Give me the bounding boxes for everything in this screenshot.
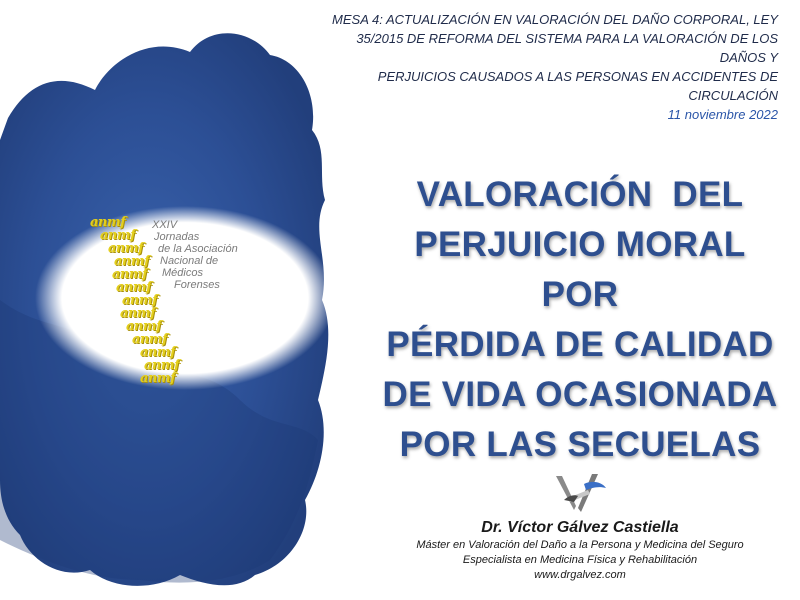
association-line: Forenses bbox=[174, 279, 220, 291]
association-caption bbox=[152, 219, 238, 291]
presentation-title bbox=[380, 170, 780, 470]
ribbon-word: anmf bbox=[108, 241, 144, 256]
ribbon-word: anmf bbox=[140, 371, 176, 386]
session-header bbox=[308, 10, 778, 124]
title-line: POR LAS SECUELAS bbox=[399, 425, 761, 464]
header-line: MESA 4: ACTUALIZACIÓN EN VALORACIÓN DEL DAÑO CORPORAL, LEY bbox=[332, 12, 778, 27]
title-line: PÉRDIDA DE CALIDAD bbox=[386, 325, 774, 364]
author-website: www.drgalvez.com bbox=[534, 569, 626, 581]
ribbon-word: anmf bbox=[112, 267, 148, 282]
ribbon-word: anmf bbox=[122, 293, 158, 308]
ribbon-word: anmf bbox=[90, 215, 126, 230]
header-line: PERJUICIOS CAUSADOS A LAS PERSONAS EN ACCIDENTES DE CIRCULACIÓN bbox=[377, 69, 778, 103]
author-specialty: Especialista en Medicina Física y Rehabilitación bbox=[462, 554, 698, 566]
association-line: Nacional de bbox=[160, 255, 219, 267]
ribbon-word: anmf bbox=[114, 254, 150, 269]
author-logo-icon bbox=[548, 470, 608, 515]
title-line: VALORACIÓN DEL bbox=[416, 175, 744, 214]
ribbon-word: anmf bbox=[140, 345, 176, 360]
title-line: PERJUICIO MORAL POR bbox=[414, 225, 746, 314]
title-line: DE VIDA OCASIONADA bbox=[382, 375, 778, 414]
author-credential: Máster en Valoración del Daño a la Persona y Medicina del Seguro bbox=[416, 539, 744, 551]
header-line: 35/2015 DE REFORMA DEL SISTEMA PARA LA VALORACIÓN DE LOS DAÑOS Y bbox=[356, 31, 778, 65]
ribbon-word: anmf bbox=[116, 280, 152, 295]
author-name: Dr. Víctor Gálvez Castiella bbox=[481, 519, 679, 536]
ribbon-word: anmf bbox=[144, 358, 180, 373]
association-line: XXIV bbox=[152, 219, 178, 231]
ribbon-word: anmf bbox=[126, 319, 162, 334]
association-line: de la Asociación bbox=[158, 243, 238, 255]
session-date: 11 noviembre 2022 bbox=[667, 107, 778, 122]
ribbon-word: anmf bbox=[132, 332, 168, 347]
association-line: Médicos bbox=[162, 267, 203, 279]
association-line: Jornadas bbox=[154, 231, 200, 243]
author-block bbox=[380, 518, 780, 583]
ribbon-word: anmf bbox=[120, 306, 156, 321]
ribbon-word: anmf bbox=[100, 228, 136, 243]
